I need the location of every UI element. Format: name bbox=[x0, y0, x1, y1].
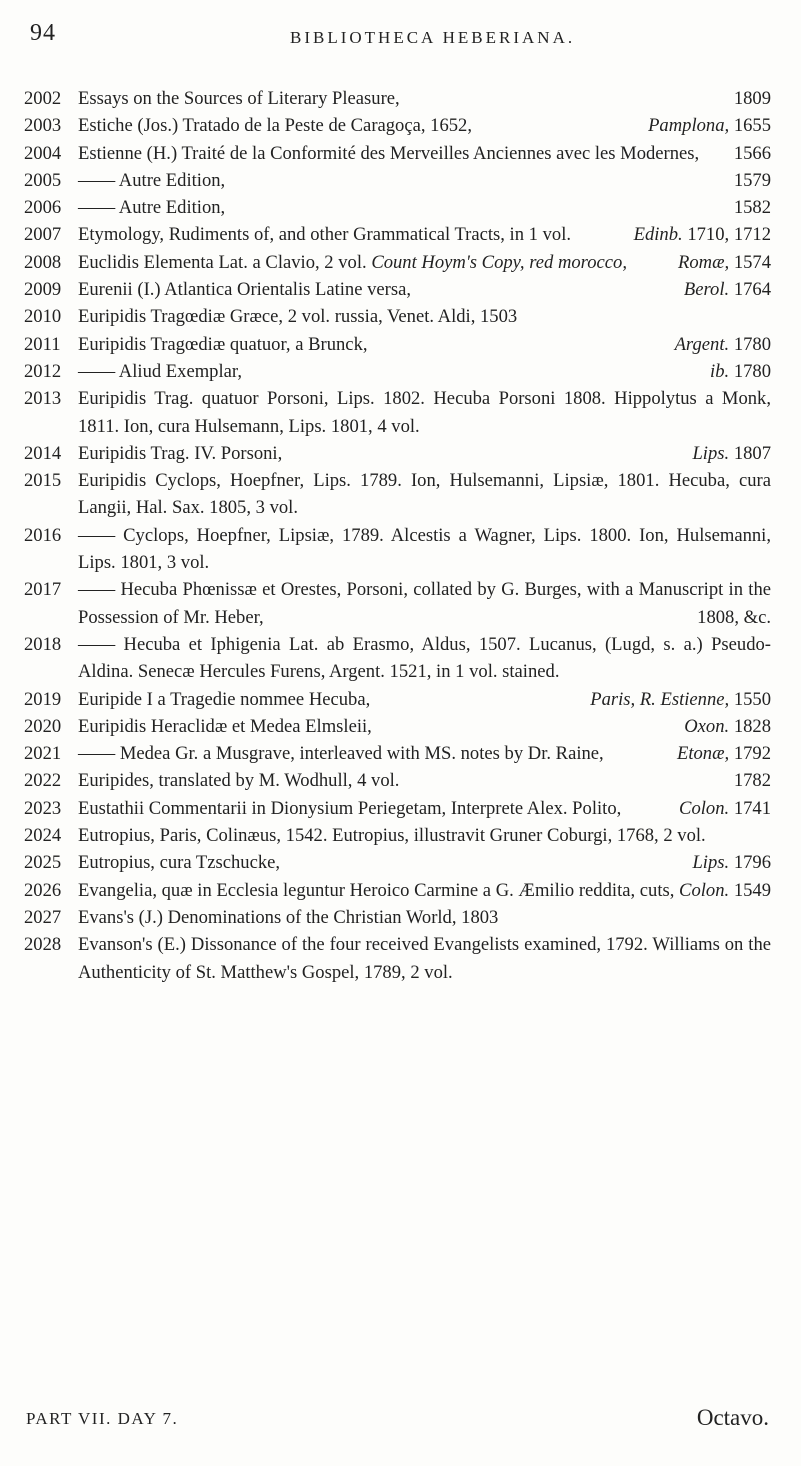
entry-imprint bbox=[734, 85, 771, 112]
imprint-date: 1741 bbox=[733, 797, 771, 819]
catalogue-entry bbox=[0, 358, 801, 385]
catalogue-entry bbox=[0, 822, 801, 849]
entry-number: 2007 bbox=[24, 224, 62, 246]
imprint-place: Edinb. bbox=[633, 224, 683, 246]
catalogue-entry bbox=[0, 740, 801, 767]
entry-text: Eutropius, Paris, Colinæus, 1542. Eutropius, illustravit Gruner Coburgi, 1768, 2 vol. bbox=[78, 825, 706, 847]
catalogue-entry bbox=[0, 303, 801, 330]
catalogue-entry bbox=[0, 249, 801, 276]
entry-imprint bbox=[692, 849, 771, 876]
imprint-date: 1796 bbox=[733, 852, 771, 874]
entry-number: 2010 bbox=[24, 306, 62, 328]
entry-number: 2020 bbox=[24, 715, 62, 737]
catalogue-entry bbox=[0, 112, 801, 139]
entry-imprint bbox=[692, 440, 771, 467]
format-label: Octavo. bbox=[696, 1405, 769, 1430]
entry-list bbox=[0, 85, 801, 986]
catalogue-entry bbox=[0, 795, 801, 822]
imprint-date: 1764 bbox=[733, 279, 771, 301]
entry-text: —— Cyclops, Hoepfner, Lipsiæ, 1789. Alcestis a Wagner, Lips. 1800. Ion, Hulsemanni, Lips. 1801, 3 vol. bbox=[78, 524, 771, 574]
imprint-place: Argent. bbox=[674, 333, 730, 355]
entry-imprint bbox=[684, 713, 771, 740]
catalogue-entry bbox=[0, 686, 801, 713]
running-title: BIBLIOTHECA HEBERIANA. bbox=[290, 28, 576, 47]
page-header bbox=[0, 20, 801, 60]
entry-text: Evanson's (E.) Dissonance of the four received Evangelists examined, 1792. Williams on the Authenticity of St. Matthew's Gospel, 1789, 2 vol. bbox=[78, 934, 771, 983]
entry-imprint bbox=[684, 276, 771, 303]
catalogue-entry bbox=[0, 276, 801, 303]
imprint-date: 1655 bbox=[733, 115, 771, 137]
entry-text: —— Aliud Exemplar, bbox=[78, 360, 242, 382]
entry-number: 2016 bbox=[24, 524, 62, 546]
catalogue-entry bbox=[0, 221, 801, 248]
page-footer bbox=[0, 1405, 801, 1445]
catalogue-entry bbox=[0, 631, 801, 686]
page-number: 94 bbox=[30, 20, 56, 46]
imprint-place: Pamplona, bbox=[648, 115, 730, 137]
entry-number: 2021 bbox=[24, 743, 62, 765]
imprint-date: 1579 bbox=[733, 169, 771, 191]
catalogue-entry bbox=[0, 440, 801, 467]
entry-text: —— Autre Edition, bbox=[78, 169, 226, 191]
entry-number: 2023 bbox=[24, 797, 62, 819]
entry-text: —— Hecuba et Iphigenia Lat. ab Erasmo, Aldus, 1507. Lucanus, (Lugd, s. a.) Pseudo-Aldina. Senecæ Hercules Furens, Argent. 1521, in 1 vol. stained. bbox=[78, 633, 771, 683]
catalogue-entry bbox=[0, 904, 801, 931]
imprint-date: 1550 bbox=[733, 688, 771, 710]
entry-imprint bbox=[590, 686, 771, 713]
entry-text: Euripidis Cyclops, Hoepfner, Lips. 1789. Ion, Hulsemanni, Lipsiæ, 1801. Hecuba, cura Langii, Hal. Sax. 1805, 3 vol. bbox=[78, 470, 771, 519]
entry-number: 2009 bbox=[24, 279, 62, 301]
entry-imprint bbox=[679, 795, 771, 822]
entry-number: 2027 bbox=[24, 906, 62, 928]
entry-text: Euripidis Trag. quatuor Porsoni, Lips. 1802. Hecuba Porsoni 1808. Hippolytus a Monk, 1811. Ion, cura Hulsemann, Lips. 1801, 4 vol. bbox=[78, 388, 771, 437]
entry-imprint bbox=[710, 358, 771, 385]
entry-text: —— Hecuba Phœnissæ et Orestes, Porsoni, collated by G. Burges, with a Manuscript in the Possession of Mr. Heber, bbox=[78, 579, 771, 628]
entry-text: Estienne (H.) Traité de la Conformité des Merveilles Anciennes avec les Modernes, bbox=[78, 142, 700, 164]
catalogue-entry bbox=[0, 331, 801, 358]
catalogue-entry bbox=[0, 467, 801, 522]
entry-number: 2024 bbox=[24, 825, 62, 847]
entry-number: 2002 bbox=[24, 88, 62, 109]
entry-imprint bbox=[734, 167, 771, 194]
entry-text: Evangelia, quæ in Ecclesia leguntur Heroico Carmine a G. Æmilio reddita, cuts, bbox=[78, 879, 675, 901]
imprint-date: 1780 bbox=[733, 333, 771, 355]
catalogue-entry bbox=[0, 877, 801, 904]
entry-text: Euripidis Tragœdiæ quatuor, a Brunck, bbox=[78, 333, 368, 355]
entry-number: 2019 bbox=[24, 688, 62, 710]
imprint-place: Lips. bbox=[692, 442, 730, 464]
entry-number: 2022 bbox=[24, 770, 62, 792]
catalogue-entry bbox=[0, 140, 801, 167]
entry-text: Eustathii Commentarii in Dionysium Periegetam, Interprete Alex. Polito, bbox=[78, 797, 622, 819]
entry-text: Etymology, Rudiments of, and other Grammatical Tracts, in 1 vol. bbox=[78, 224, 572, 246]
entry-imprint bbox=[734, 767, 771, 794]
entry-number: 2017 bbox=[24, 579, 62, 601]
entry-imprint bbox=[734, 140, 771, 167]
entry-text: Euclidis Elementa Lat. a Clavio, 2 vol. bbox=[78, 251, 367, 273]
catalogue-entry bbox=[0, 576, 801, 631]
imprint-date: 1780 bbox=[733, 360, 771, 382]
entry-number: 2028 bbox=[24, 934, 62, 956]
entry-number: 2004 bbox=[24, 142, 62, 164]
entry-text: Euripidis Heraclidæ et Medea Elmsleii, bbox=[78, 715, 372, 737]
imprint-place: Romæ, bbox=[678, 251, 730, 273]
catalogue-entry bbox=[0, 194, 801, 221]
imprint-date: 1710, 1712 bbox=[687, 224, 771, 246]
entry-number: 2005 bbox=[24, 169, 62, 191]
catalogue-entry bbox=[0, 167, 801, 194]
catalogue-entry bbox=[0, 385, 801, 440]
entry-imprint bbox=[677, 740, 771, 767]
entry-number: 2026 bbox=[24, 879, 62, 901]
entry-imprint bbox=[697, 604, 771, 631]
entry-number: 2018 bbox=[24, 633, 62, 655]
entry-text: Euripidis Tragœdiæ Græce, 2 vol. russia, Venet. Aldi, 1503 bbox=[78, 306, 518, 328]
entry-imprint bbox=[675, 331, 771, 358]
imprint-place: Paris, R. Estienne, bbox=[590, 688, 730, 710]
imprint-date: 1809 bbox=[733, 88, 771, 109]
imprint-date: 1807 bbox=[733, 442, 771, 464]
imprint-date: 1574 bbox=[733, 251, 771, 273]
entry-note: Count Hoym's Copy, red morocco, bbox=[371, 251, 627, 273]
imprint-date: 1549 bbox=[733, 879, 771, 901]
part-day-label: PART VII. DAY 7. bbox=[26, 1409, 179, 1428]
entry-number: 2012 bbox=[24, 360, 62, 382]
imprint-date: 1808, &c. bbox=[697, 606, 771, 628]
entry-number: 2014 bbox=[24, 442, 62, 464]
catalogue-entry bbox=[0, 849, 801, 876]
imprint-date: 1582 bbox=[733, 197, 771, 219]
entry-text: —— Medea Gr. a Musgrave, interleaved with MS. notes by Dr. Raine, bbox=[78, 743, 604, 765]
imprint-place: Colon. bbox=[679, 879, 730, 901]
catalogue-entry bbox=[0, 713, 801, 740]
entry-number: 2006 bbox=[24, 197, 62, 219]
imprint-date: 1828 bbox=[733, 715, 771, 737]
catalogue-entry bbox=[0, 931, 801, 986]
imprint-place: Etonæ, bbox=[676, 743, 730, 765]
entry-text: Eutropius, cura Tzschucke, bbox=[78, 852, 281, 874]
entry-text: Euripidis Trag. IV. Porsoni, bbox=[78, 442, 283, 464]
imprint-place: Colon. bbox=[679, 797, 730, 819]
entry-imprint bbox=[734, 194, 771, 221]
entry-number: 2013 bbox=[24, 388, 62, 410]
entry-text: Euripide I a Tragedie nommee Hecuba, bbox=[78, 688, 371, 710]
entry-imprint bbox=[648, 112, 771, 139]
imprint-place: Lips. bbox=[692, 852, 730, 874]
entry-imprint bbox=[634, 221, 771, 248]
imprint-place: Berol. bbox=[683, 279, 730, 301]
entry-text: —— Autre Edition, bbox=[78, 197, 226, 219]
entry-text: Essays on the Sources of Literary Pleasure, bbox=[78, 88, 400, 109]
imprint-date: 1782 bbox=[733, 770, 771, 792]
entry-text: Evans's (J.) Denominations of the Christian World, 1803 bbox=[78, 906, 499, 928]
catalogue-entry bbox=[0, 522, 801, 577]
imprint-place: Oxon. bbox=[684, 715, 730, 737]
imprint-date: 1792 bbox=[733, 743, 771, 765]
entry-number: 2015 bbox=[24, 470, 62, 492]
catalogue-entry bbox=[0, 85, 801, 112]
entry-text: Estiche (Jos.) Tratado de la Peste de Caragoça, 1652, bbox=[78, 115, 472, 137]
entry-imprint bbox=[679, 877, 771, 904]
imprint-place: ib. bbox=[710, 360, 730, 382]
imprint-date: 1566 bbox=[733, 142, 771, 164]
entry-number: 2003 bbox=[24, 115, 62, 137]
entry-number: 2011 bbox=[24, 333, 61, 355]
entry-imprint bbox=[678, 249, 771, 276]
entry-number: 2025 bbox=[24, 852, 62, 874]
entry-text: Euripides, translated by M. Wodhull, 4 vol. bbox=[78, 770, 400, 792]
entry-number: 2008 bbox=[24, 251, 62, 273]
catalogue-entry bbox=[0, 767, 801, 794]
entry-text: Eurenii (I.) Atlantica Orientalis Latine versa, bbox=[78, 279, 412, 301]
